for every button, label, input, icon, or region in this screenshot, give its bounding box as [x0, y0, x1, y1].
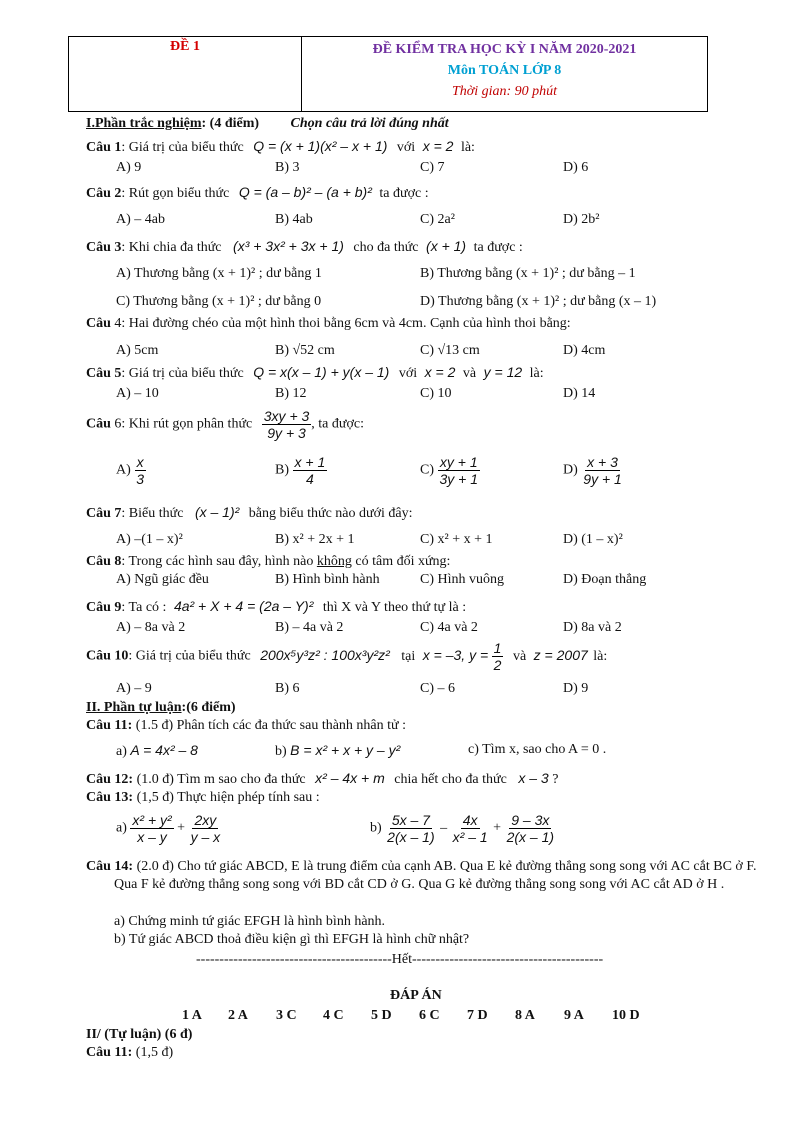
question-expr: (x + 1)	[426, 238, 467, 254]
question-label: Câu 5	[86, 366, 122, 381]
option-d[interactable]: D) Đoạn thẳng	[563, 572, 647, 587]
essay-text: (1,5 đ) Thực hiện phép tính sau :	[133, 790, 320, 805]
option-b[interactable]: B) 3	[275, 160, 300, 175]
fraction-numerator: x² + y²	[132, 812, 172, 828]
answer-item: 10 D	[612, 1008, 640, 1023]
essay-expr: x² – 4x + m	[315, 770, 385, 786]
question-text: bằng biểu thức nào dưới đây:	[248, 506, 413, 521]
question-label: Câu 9	[86, 600, 122, 615]
essay-12	[86, 770, 558, 788]
fraction-numerator: x + 3	[587, 454, 618, 470]
fraction-denominator: 2(x – 1)	[387, 829, 435, 845]
question-text: : Giá trị của biểu thức	[121, 140, 244, 155]
fraction-numerator: 2xy	[194, 812, 217, 828]
question-text: : Khi rút gọn phân thức	[121, 416, 253, 432]
fraction-numerator: 9 – 3x	[511, 812, 550, 828]
option-a[interactable]: A) –(1 – x)²	[116, 532, 183, 547]
fraction	[492, 640, 504, 673]
essay-expr: x – 3	[518, 770, 549, 786]
answer-item: 7 D	[467, 1008, 488, 1023]
part1-score: : (4 điểm)	[201, 116, 260, 131]
option-a[interactable]: A) Thương bằng (x + 1)² ; dư bằng 1	[116, 266, 322, 281]
essay-11-b	[275, 742, 400, 760]
option-c[interactable]: C) 7	[420, 160, 445, 175]
option-c[interactable]: C) Thương bằng (x + 1)² ; dư bằng 0	[116, 294, 322, 309]
fraction-denominator: x² – 1	[452, 829, 488, 845]
fraction	[130, 812, 173, 845]
question-text: cho đa thức	[353, 240, 419, 255]
question-expr: 4a² + X + 4 = (2a – Y)²	[173, 598, 314, 614]
answer-q11-label: Câu 11:	[86, 1045, 133, 1060]
operator: +	[177, 820, 186, 836]
option-a[interactable]: A) – 10	[116, 386, 159, 401]
essay-11	[86, 718, 406, 734]
question-text: và	[462, 366, 477, 381]
answer-item: 1 A	[182, 1008, 202, 1023]
fraction	[385, 812, 436, 845]
fraction-denominator: 3	[136, 471, 145, 487]
fraction-denominator: 9y + 3	[267, 425, 306, 441]
fraction	[189, 812, 223, 845]
question-10	[86, 640, 607, 673]
question-text: : Rút gọn biểu thức	[121, 186, 230, 201]
question-text: : Ta có :	[121, 600, 167, 615]
question-text: : Giá trị của biểu thức	[121, 366, 244, 381]
question-text: là:	[593, 648, 608, 664]
answer-title: ĐÁP ÁN	[390, 988, 442, 1003]
option-d[interactable]: D) (1 – x)²	[563, 532, 623, 547]
essay-text: ?	[552, 772, 559, 787]
question-text: là:	[460, 140, 475, 155]
question-4	[86, 316, 571, 332]
option-b[interactable]: B) Thương bằng (x + 1)² ; dư bằng – 1	[420, 266, 636, 281]
option-c[interactable]: C) √13 cm	[420, 343, 480, 358]
part2-title: II. Phần tự luận	[86, 700, 182, 715]
option-b[interactable]: B) 6	[275, 681, 300, 696]
option-d[interactable]: D) 9	[563, 681, 589, 696]
option-c[interactable]	[420, 454, 480, 487]
answer-item: 3 C	[276, 1008, 297, 1023]
fraction-denominator: 2	[493, 657, 502, 673]
question-7	[86, 504, 413, 522]
part1-heading	[86, 116, 449, 132]
option-c[interactable]: C) 2a²	[420, 212, 455, 227]
fraction-numerator: 5x – 7	[391, 812, 430, 828]
part2-heading	[86, 700, 236, 716]
essay-text: (1.0 đ) Tìm m sao cho đa thức	[133, 772, 306, 787]
option-c[interactable]: C) x² + x + 1	[420, 532, 493, 547]
question-text: với	[396, 140, 416, 155]
option-a[interactable]: A) – 9	[116, 681, 152, 696]
exam-code-cell	[69, 37, 302, 111]
answer-item: 5 D	[371, 1008, 392, 1023]
option-d[interactable]: D) Thương bằng (x + 1)² ; dư bằng (x – 1)	[420, 294, 657, 309]
fraction	[505, 812, 556, 845]
option-b[interactable]: B) – 4a và 2	[275, 620, 344, 635]
question-expr: Q = (x + 1)(x² – x + 1)	[253, 138, 388, 154]
part2-score: :(6 điểm)	[181, 700, 236, 715]
option-label: B)	[275, 462, 289, 478]
fraction	[293, 454, 328, 487]
question-label: Câu 1	[86, 140, 122, 155]
part-label: a)	[116, 744, 127, 759]
question-text: : Giá trị của biểu thức	[128, 648, 251, 664]
option-a[interactable]: A) 9	[116, 160, 142, 175]
option-b[interactable]: B) √52 cm	[275, 343, 335, 358]
answer-item: 9 A	[564, 1008, 584, 1023]
essay-label: Câu 13:	[86, 790, 134, 805]
fraction-numerator: xy + 1	[439, 454, 478, 470]
answer-item: 4 C	[323, 1008, 344, 1023]
question-label: Câu 8	[86, 554, 122, 569]
option-a[interactable]: A) 5cm	[116, 343, 159, 358]
option-c[interactable]: C) 10	[420, 386, 452, 401]
question-text: : Hai đường chéo của một hình thoi bằng 6cm và 4cm. Cạnh của hình thoi bằng:	[121, 316, 571, 331]
answer-q11	[86, 1045, 173, 1061]
option-d[interactable]: D) 14	[563, 386, 596, 401]
exam-time: Thời gian: 90 phút	[451, 84, 558, 99]
essay-13	[86, 790, 320, 806]
question-cond: x = 2	[424, 364, 456, 380]
fraction	[451, 812, 490, 845]
essay-expr: A = 4x² – 8	[130, 742, 198, 758]
question-cond: z = 2007	[533, 646, 588, 663]
essay-label: Câu 11:	[86, 718, 133, 733]
answer-item: 2 A	[228, 1008, 248, 1023]
answer-item: 8 A	[515, 1008, 535, 1023]
option-d[interactable]: D) 6	[563, 160, 589, 175]
fraction	[581, 454, 624, 487]
option-b[interactable]: B) 4ab	[275, 212, 313, 227]
option-b[interactable]: B) Hình bình hành	[275, 572, 380, 587]
option-a[interactable]: A) – 4ab	[116, 212, 165, 227]
exam-code: ĐỀ 1	[170, 39, 200, 54]
question-9	[86, 598, 466, 616]
option-label: C)	[420, 462, 434, 478]
part1-title: I.Phần trắc nghiệm	[86, 116, 202, 131]
part1-instruction: Chọn câu trả lời đúng nhất	[290, 116, 449, 131]
fraction-numerator: 4x	[462, 812, 478, 828]
option-label: A)	[116, 462, 131, 478]
essay-text: (2.0 đ) Cho tứ giác ABCD, E là trung điểm của cạnh AB. Qua E kẻ đường thẳng song song với AC cắt BC ở F. Qua F kẻ đường thẳng song song với BD cắt CD ở G. Qua G kẻ đường thẳng song song với AC cắt AD ở H .	[114, 859, 757, 892]
question-number: 6	[114, 416, 122, 432]
answer-item: 6 C	[419, 1008, 440, 1023]
question-expr: Q = (a – b)² – (a + b)²	[238, 184, 372, 200]
question-emphasis: không	[316, 554, 352, 569]
question-8	[86, 554, 450, 570]
fraction	[262, 408, 312, 441]
question-text: và	[512, 648, 527, 664]
question-1	[86, 138, 475, 156]
question-expr: (x – 1)²	[194, 504, 240, 520]
question-2	[86, 184, 429, 202]
fraction-denominator: y – x	[190, 829, 221, 845]
fraction-denominator: 3y + 1	[439, 471, 479, 487]
part-label: b)	[275, 744, 287, 759]
header-table	[68, 36, 708, 112]
essay-13-b	[370, 812, 556, 845]
question-text: ta được :	[379, 186, 429, 201]
option-a[interactable]: A) – 8a và 2	[116, 620, 186, 635]
exam-info-cell	[302, 37, 707, 111]
question-cond: y = 12	[483, 364, 523, 380]
fraction-denominator: 9y + 1	[583, 471, 622, 487]
essay-13-a	[116, 812, 222, 845]
question-text: thì X và Y theo thứ tự là :	[322, 600, 467, 615]
essay-label: Câu 14:	[86, 859, 134, 874]
option-c[interactable]: C) Hình vuông	[420, 572, 504, 587]
essay-14-b: b) Tứ giác ABCD thoả điều kiện gì thì EFGH là hình chữ nhật?	[114, 932, 470, 947]
question-3	[86, 238, 523, 256]
option-d[interactable]: D) 8a và 2	[563, 620, 622, 635]
fraction-numerator: x	[136, 454, 144, 470]
question-expr: Q = x(x – 1) + y(x – 1)	[253, 364, 390, 380]
answer-part2: II/ (Tự luận) (6 đ)	[86, 1027, 193, 1042]
essay-14-a: a) Chứng minh tứ giác EFGH là hình bình hành.	[114, 914, 386, 929]
fraction-denominator: 2(x – 1)	[506, 829, 555, 845]
exam-subject: Môn TOÁN LỚP 8	[447, 63, 562, 78]
fraction	[134, 454, 146, 487]
operator: +	[493, 820, 502, 836]
fraction-numerator: 1	[493, 640, 502, 656]
question-text: : Biểu thức	[121, 506, 184, 521]
option-a[interactable]	[116, 454, 146, 487]
fraction-denominator: x – y	[137, 829, 167, 845]
option-b[interactable]	[275, 454, 327, 487]
question-cond: x = –3, y =	[422, 646, 489, 663]
question-text: ta được :	[473, 240, 523, 255]
question-text: tại	[401, 648, 416, 664]
fraction-numerator: 3xy + 3	[263, 408, 310, 424]
end-divider: ------------------------------------------Hết-----------------------------------------	[196, 952, 604, 967]
essay-11-c: c) Tìm x, sao cho A = 0 .	[468, 742, 607, 757]
part-label: a)	[116, 820, 127, 836]
essay-11-a	[116, 742, 198, 760]
question-text: : Trong các hình sau đây, hình nào	[121, 554, 317, 569]
option-a[interactable]: A) Ngũ giác đều	[116, 572, 209, 587]
option-d[interactable]	[563, 454, 624, 487]
question-text: có tâm đối xứng:	[351, 554, 451, 569]
question-expr: 200x⁵y³z² : 100x³y²z²	[260, 646, 390, 663]
question-label: Câu 7	[86, 506, 122, 521]
question-6	[86, 408, 364, 441]
question-text: với	[398, 366, 418, 381]
essay-label: Câu 12:	[86, 772, 134, 787]
question-5	[86, 364, 544, 382]
essay-text: (1.5 đ) Phân tích các đa thức sau thành nhân tử :	[132, 718, 407, 733]
option-b[interactable]: B) 12	[275, 386, 307, 401]
option-b[interactable]: B) x² + 2x + 1	[275, 532, 355, 547]
fraction	[438, 454, 481, 487]
question-label: Câu 3	[86, 240, 122, 255]
option-d[interactable]: D) 2b²	[563, 212, 600, 227]
question-number: 4	[114, 316, 122, 331]
essay-text: chia hết cho đa thức	[394, 772, 507, 787]
question-label: Câu	[86, 316, 115, 331]
exam-title: ĐỀ KIỂM TRA HỌC KỲ I NĂM 2020-2021	[372, 42, 637, 57]
question-text: là:	[529, 366, 544, 381]
option-d[interactable]: D) 4cm	[563, 343, 606, 358]
answer-q11-score: (1,5 đ)	[132, 1045, 174, 1060]
operator: –	[440, 820, 448, 836]
question-cond: x = 2	[422, 138, 454, 154]
question-label: Câu	[86, 416, 115, 432]
question-label: Câu 2	[86, 186, 122, 201]
essay-expr: B = x² + x + y – y²	[290, 742, 401, 758]
question-expr: (x³ + 3x² + 3x + 1)	[233, 238, 344, 254]
question-label: Câu 10	[86, 648, 129, 664]
option-label: D)	[563, 462, 578, 478]
option-c[interactable]: C) 4a và 2	[420, 620, 478, 635]
question-text: , ta được:	[311, 416, 364, 432]
question-text: : Khi chia đa thức	[121, 240, 222, 255]
fraction-numerator: x + 1	[294, 454, 326, 470]
part-label: b)	[370, 820, 382, 836]
fraction-denominator: 4	[305, 471, 314, 487]
option-c[interactable]: C) – 6	[420, 681, 455, 696]
essay-14	[86, 858, 762, 894]
